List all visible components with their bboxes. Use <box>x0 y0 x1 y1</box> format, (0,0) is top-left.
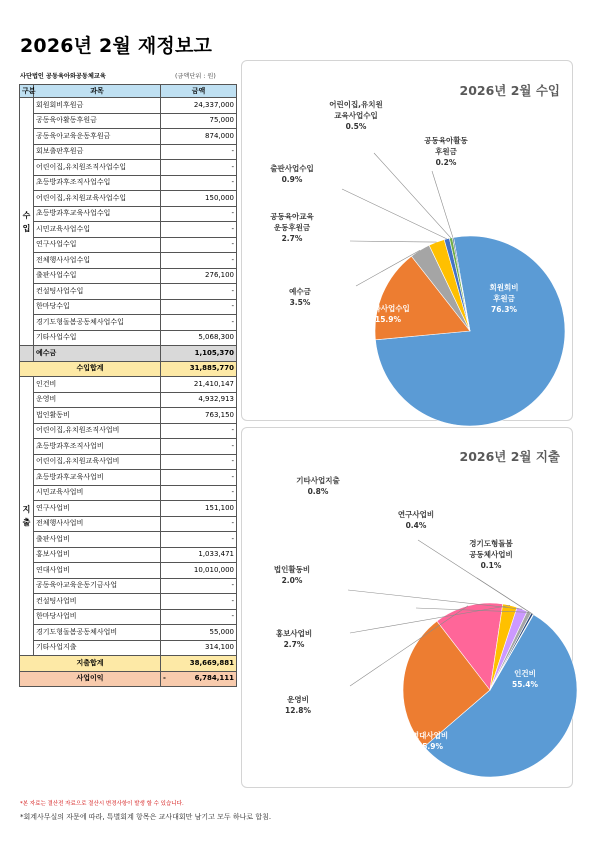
expense-item-amount: 4,932,913 <box>161 392 237 408</box>
expense-total-amount: 38,669,881 <box>161 656 237 672</box>
expense-item-name: 경기도형돌봄공동체사업비 <box>34 625 161 641</box>
expense-row <box>20 594 237 610</box>
deposit-label: 예수금 <box>34 346 161 362</box>
expense-item-name: 한마당사업비 <box>34 609 161 625</box>
income-row <box>20 206 237 222</box>
expense-row <box>20 532 237 548</box>
slice-label: 경기도형돌봄 공동체사업비 0.1% <box>469 539 513 570</box>
income-item-amount: - <box>161 237 237 253</box>
income-item-name: 컨설팅사업수입 <box>34 284 161 300</box>
income-item-name: 시민교육사업수입 <box>34 222 161 238</box>
income-item-amount: 24,337,000 <box>161 98 237 114</box>
slice-label: 기타사업수입 15.9% <box>366 304 410 324</box>
expense-row <box>20 454 237 470</box>
slice-label: 공동육아교육 운동후원금 2.7% <box>270 212 314 243</box>
slice-label: 기타사업지출 0.8% <box>296 476 340 496</box>
expense-row <box>20 625 237 641</box>
income-item-amount: - <box>161 206 237 222</box>
expense-total-row <box>20 656 237 672</box>
income-item-name: 기타사업수입 <box>34 330 161 346</box>
income-item-name: 출판사업수입 <box>34 268 161 284</box>
finance-table <box>19 84 237 687</box>
expense-item-amount: 10,010,000 <box>161 563 237 579</box>
income-item-amount: 150,000 <box>161 191 237 207</box>
table-header-row <box>20 85 237 98</box>
slice-label: 인건비 55.4% <box>511 669 539 689</box>
expense-category-label: 지 출 <box>20 377 34 656</box>
income-row <box>20 315 237 331</box>
income-item-amount: 276,100 <box>161 268 237 284</box>
accounting-note: *회계사무실의 자문에 따라, 특별회계 항목은 교사대회만 남기고 모두 하나로 합침. <box>20 813 272 821</box>
slice-label: 예수금 3.5% <box>289 287 311 307</box>
expense-item-name: 인건비 <box>34 377 161 393</box>
expense-item-amount: 151,100 <box>161 501 237 517</box>
income-item-amount: 874,000 <box>161 129 237 145</box>
income-row <box>20 284 237 300</box>
expense-row <box>20 423 237 439</box>
organization-name: 사단법인 공동육아와공동체교육 <box>20 73 106 80</box>
profit-amount-cell <box>161 671 237 687</box>
draft-note: *본 자료는 결산전 자료으로 결산시 변경사항이 발생 할 수 있습니다. <box>20 801 184 807</box>
income-total-label: 수입합계 <box>20 361 161 377</box>
expense-item-name: 운영비 <box>34 392 161 408</box>
header-item: 과목 <box>34 85 161 98</box>
expense-item-amount: - <box>161 609 237 625</box>
profit-row <box>20 671 237 687</box>
expense-item-amount: 1,033,471 <box>161 547 237 563</box>
expense-row <box>20 609 237 625</box>
expense-item-name: 어린이집,유치원조직사업비 <box>34 423 161 439</box>
leader-line <box>342 189 447 239</box>
expense-row <box>20 377 237 393</box>
income-item-name: 초등방과후교육사업수입 <box>34 206 161 222</box>
expense-item-amount: - <box>161 423 237 439</box>
income-row <box>20 237 237 253</box>
income-total-amount: 31,885,770 <box>161 361 237 377</box>
expense-row <box>20 563 237 579</box>
unit-note: (금액단위 : 원) <box>175 73 216 80</box>
expense-row <box>20 408 237 424</box>
expense-item-name: 초등방과후교육사업비 <box>34 470 161 486</box>
expense-row <box>20 578 237 594</box>
expense-row <box>20 516 237 532</box>
expense-item-name: 출판사업비 <box>34 532 161 548</box>
expense-item-name: 컨설팅사업비 <box>34 594 161 610</box>
income-item-name: 공동육아교육운동후원금 <box>34 129 161 145</box>
income-item-amount: - <box>161 315 237 331</box>
income-item-amount: 75,000 <box>161 113 237 129</box>
expense-item-name: 기타사업지출 <box>34 640 161 656</box>
expense-total-label: 지출합계 <box>20 656 161 672</box>
income-category-label: 수 입 <box>20 98 34 346</box>
profit-label: 사업이익 <box>20 671 161 687</box>
income-row <box>20 330 237 346</box>
expense-item-name: 연대사업비 <box>34 563 161 579</box>
income-item-amount: - <box>161 160 237 176</box>
income-item-name: 초등방과후조직사업수입 <box>34 175 161 191</box>
income-row <box>20 175 237 191</box>
income-item-amount: - <box>161 284 237 300</box>
profit-amount: 6,784,111 <box>194 674 234 683</box>
income-row <box>20 222 237 238</box>
income-item-name: 연구사업수입 <box>34 237 161 253</box>
income-item-amount: 5,068,300 <box>161 330 237 346</box>
expense-row <box>20 640 237 656</box>
expense-row <box>20 547 237 563</box>
expense-item-name: 공동육아교육운동기금사업 <box>34 578 161 594</box>
expense-item-amount: 763,150 <box>161 408 237 424</box>
income-row <box>20 98 237 114</box>
slice-label: 어린이집,유치원 교육사업수입 0.5% <box>329 100 383 131</box>
income-row <box>20 268 237 284</box>
profit-sign: - <box>163 674 166 683</box>
income-row <box>20 129 237 145</box>
slice-label: 연구사업비 0.4% <box>397 510 435 530</box>
page-title: 2026년 2월 재정보고 <box>20 35 213 57</box>
expense-chart-title: 2026년 2월 지출 <box>459 449 560 464</box>
income-item-amount: - <box>161 144 237 160</box>
header-amount: 금액 <box>161 85 237 98</box>
income-row <box>20 253 237 269</box>
income-row <box>20 144 237 160</box>
expense-item-amount: - <box>161 439 237 455</box>
income-item-amount: - <box>161 175 237 191</box>
expense-chart-panel <box>241 427 573 788</box>
income-item-amount: - <box>161 253 237 269</box>
income-row <box>20 113 237 129</box>
expense-item-amount: - <box>161 578 237 594</box>
slice-label: 연대사업비 25.9% <box>411 731 449 751</box>
slice-label: 운영비 12.8% <box>284 695 312 715</box>
expense-item-name: 연구사업비 <box>34 501 161 517</box>
expense-item-amount: - <box>161 470 237 486</box>
expense-row <box>20 485 237 501</box>
income-row <box>20 160 237 176</box>
expense-item-amount: 55,000 <box>161 625 237 641</box>
income-pie-chart <box>242 61 572 420</box>
header-category: 구분 <box>20 85 34 98</box>
income-item-name: 공동육아활동후원금 <box>34 113 161 129</box>
expense-row <box>20 501 237 517</box>
expense-pie-chart <box>242 428 572 787</box>
income-total-row <box>20 361 237 377</box>
income-item-name: 경기도형돌봄공동체사업수입 <box>34 315 161 331</box>
income-item-name: 한마당수입 <box>34 299 161 315</box>
income-item-name: 회보출판후원금 <box>34 144 161 160</box>
income-chart-panel <box>241 60 573 421</box>
expense-item-amount: - <box>161 532 237 548</box>
expense-item-amount: - <box>161 516 237 532</box>
slice-label: 홍보사업비 2.7% <box>275 629 313 649</box>
expense-item-amount: - <box>161 454 237 470</box>
expense-item-name: 법인활동비 <box>34 408 161 424</box>
expense-row <box>20 439 237 455</box>
income-item-name: 어린이집,유치원조직사업수입 <box>34 160 161 176</box>
leader-line <box>350 241 437 242</box>
income-row <box>20 299 237 315</box>
expense-item-name: 시민교육사업비 <box>34 485 161 501</box>
expense-item-amount: 21,410,147 <box>161 377 237 393</box>
income-item-name: 전체행사사업수입 <box>34 253 161 269</box>
deposit-row <box>20 346 237 362</box>
income-item-name: 어린이집,유치원교육사업수입 <box>34 191 161 207</box>
expense-item-name: 초등방과후조직사업비 <box>34 439 161 455</box>
income-item-amount: - <box>161 222 237 238</box>
slice-label: 법인활동비 2.0% <box>273 565 311 585</box>
deposit-amount: 1,105,370 <box>161 346 237 362</box>
deposit-blank <box>20 346 34 362</box>
expense-item-amount: 314,100 <box>161 640 237 656</box>
expense-item-amount: - <box>161 594 237 610</box>
expense-row <box>20 392 237 408</box>
slice-label: 공동육아활동 후원금 0.2% <box>424 136 468 167</box>
leader-line <box>432 171 453 238</box>
expense-item-name: 어린이집,유치원교육사업비 <box>34 454 161 470</box>
slice-label: 출판사업수입 0.9% <box>270 164 314 184</box>
income-item-name: 회원회비후원금 <box>34 98 161 114</box>
expense-row <box>20 470 237 486</box>
income-chart-title: 2026년 2월 수입 <box>459 83 560 98</box>
leader-line <box>348 590 522 609</box>
expense-item-name: 홍보사업비 <box>34 547 161 563</box>
income-row <box>20 191 237 207</box>
expense-item-amount: - <box>161 485 237 501</box>
slice-label: 회원회비 후원금 76.3% <box>489 283 519 314</box>
expense-item-name: 전체행사사업비 <box>34 516 161 532</box>
income-item-amount: - <box>161 299 237 315</box>
